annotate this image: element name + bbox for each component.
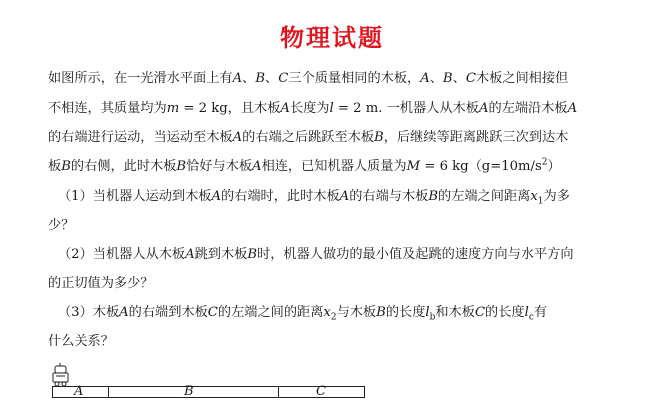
plank-label-a: A	[74, 384, 84, 399]
plank-label-c: C	[316, 384, 326, 399]
robot-icon	[53, 363, 68, 386]
question-3-cont: 什么关系？	[48, 334, 114, 349]
question-1-cont: 少？	[48, 218, 75, 233]
problem-line-2: 不相连，其质量均为m = 2 kg，且木板A长度为l = 2 m. 一机器人从木板A的左端沿木板A	[48, 101, 578, 116]
problem-line-4: 板B的右侧，此时木板B恰好与木板A相连，已知机器人质量为M = 6 $kg(g=10m/s^2)$	[48, 157, 561, 174]
problem-line-3: 的右端进行运动，当运动至木板A的右端之后跳跃至木板B，后继续等距离跳跃三次到达木	[48, 130, 569, 145]
question-3: （3）木板A的右端到木板C的左端之间的距离$x_2$与木板B的长度$l_b$和木板C的长度$l_c$有	[58, 305, 548, 323]
problem-line-1: 如图所示，在一光滑水平面上有A、B、C三个质量相同的木板，A、B、C木板之间相接但	[48, 71, 569, 86]
question-1: （1）当机器人运动到木板A的右端时，此时木板A的右端与木板B的左端之间距离$x_1$为多	[58, 189, 570, 207]
page-title: 物理试题	[280, 24, 384, 52]
question-2: （2）当机器人从木板A跳到木板B时，机器人做功的最小值及起跳的速度方向与水平方向	[58, 247, 574, 262]
question-2-cont: 的正切值为多少？	[48, 276, 154, 291]
plank-label-b: B	[184, 384, 194, 399]
